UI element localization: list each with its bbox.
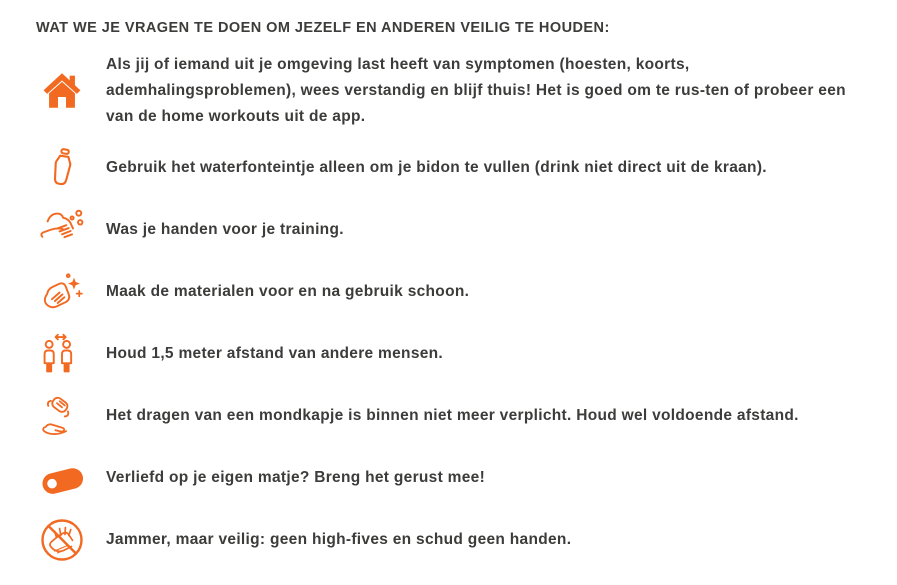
guideline-row [36, 515, 877, 564]
guideline-row [36, 205, 877, 254]
yoga-mat-icon [36, 455, 88, 501]
washing-hands-icon [36, 207, 88, 253]
page-title: WAT WE JE VRAGEN TE DOEN OM JEZELF EN ANDEREN VEILIG TE HOUDEN: [36, 20, 610, 36]
guideline-text: Houd 1,5 meter afstand van andere mensen. [106, 344, 444, 362]
cleaning-icon [36, 269, 88, 315]
guideline-text: Gebruik het waterfonteintje alleen om je bidon te vullen (drink niet direct uit de kraan). [106, 158, 767, 176]
guideline-row [36, 267, 877, 316]
guideline-row [36, 329, 877, 378]
guideline-text: Was je handen voor je training. [106, 220, 344, 238]
no-high-five-icon [36, 516, 88, 564]
water-bottle-icon [36, 145, 88, 191]
guideline-text: Als jij of iemand uit je omgeving last heeft van symptomen (hoesten, koorts, ademhalingsproblemen), wees verstandig en blijf thuis! Het is goed om te rus-ten of probeer een van de home workouts uit de app. [106, 56, 846, 125]
guideline-row [36, 391, 877, 440]
distance-icon [36, 330, 88, 378]
guideline-row [36, 143, 877, 192]
guideline-row [36, 52, 877, 130]
guideline-text: Jammer, maar veilig: geen high-fives en schud geen handen. [106, 530, 572, 548]
guideline-row [36, 453, 877, 502]
home-icon [36, 68, 88, 114]
guidelines-list [36, 52, 877, 564]
guideline-text: Verliefd op je eigen matje? Breng het gerust mee! [106, 468, 486, 486]
mask-in-hand-icon [36, 392, 88, 440]
guideline-text: Maak de materialen voor en na gebruik schoon. [106, 282, 470, 300]
guideline-text: Het dragen van een mondkapje is binnen niet meer verplicht. Houd wel voldoende afstand. [106, 406, 799, 424]
